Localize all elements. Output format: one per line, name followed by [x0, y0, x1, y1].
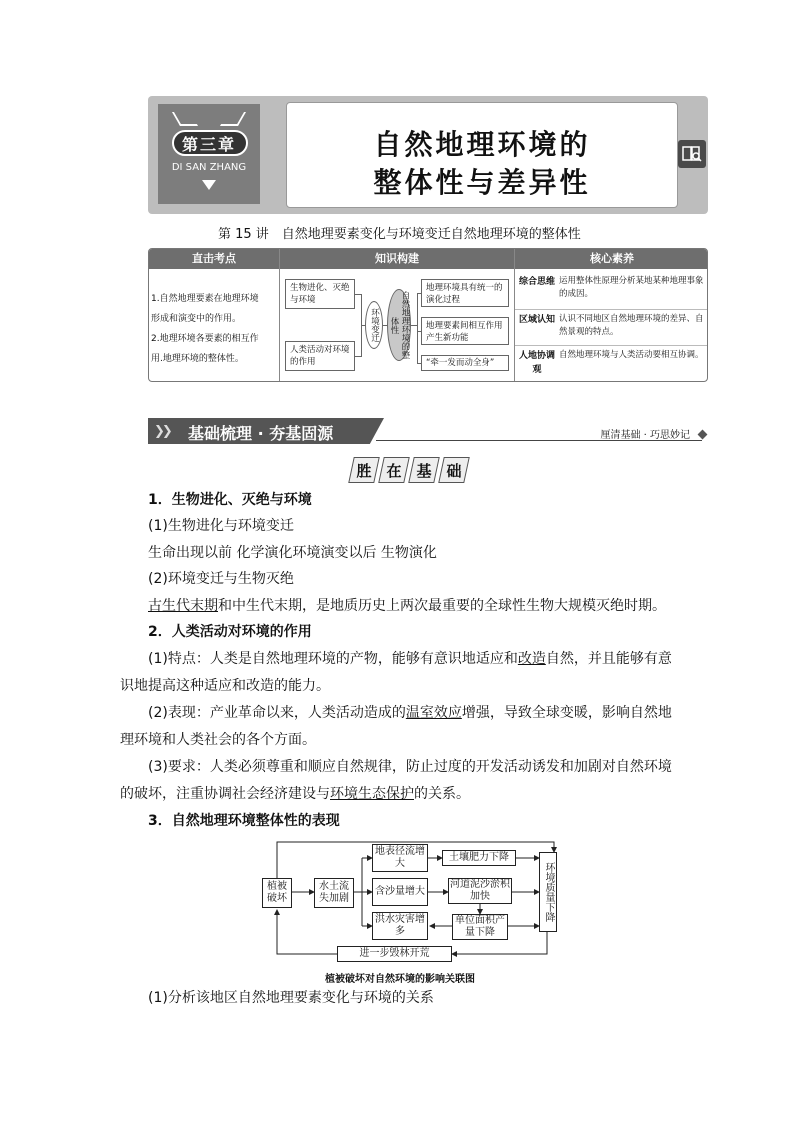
text-span: (2)表现：产业革命以来，人类活动造成的: [148, 705, 406, 721]
heading-2: 2．人类活动对环境的作用: [148, 624, 312, 640]
subheading: (1)分析该地区自然地理要素变化与环境的关系: [148, 990, 434, 1006]
node-soil-fertility: 土壤肥力下降: [442, 850, 516, 866]
chapter-pinyin: DI SAN ZHANG: [171, 162, 247, 173]
heading-1: 1．生物进化、灭绝与环境: [148, 492, 312, 508]
header-literacy: 核心素养: [515, 249, 708, 269]
text-span: (1)特点：人类是自然地理环境的产物，能够有意识地适应和: [148, 651, 518, 667]
header-knowledge: 知识构建: [280, 249, 514, 269]
chapter-badge: [158, 104, 260, 204]
connector: [417, 293, 418, 363]
underlined-term: 环境生态保护: [330, 786, 414, 802]
header-exam-points: 直击考点: [149, 249, 279, 269]
paragraph: (3)要求：人类必须尊重和顺应自然规律，防止过度的开发活动诱发和加剧对自然环境: [148, 759, 672, 775]
row-separator: [515, 309, 708, 310]
paragraph: [120, 784, 470, 804]
exam-points-list: [151, 289, 279, 369]
underlined-term: 温室效应: [405, 705, 462, 721]
node-runoff: 地表径流增大: [372, 844, 428, 872]
paragraph: [148, 649, 672, 669]
exam-point-line: 用.地理环境的整体性。: [151, 354, 244, 364]
text-span: 和中生代末期，是地质历史上两次最重要的全球性生物大规模灭绝时期。: [218, 598, 666, 614]
vegetation-impact-diagram: [262, 838, 562, 968]
text-span: 的破坏，注重协调社会经济建设与: [120, 786, 330, 802]
node-yield-decline: 单位面积产量下降: [452, 914, 508, 940]
heading-3: 3．自然地理环境整体性的表现: [148, 813, 340, 829]
diagram-caption: 植被破坏对自然环境的影响关联图: [325, 974, 475, 985]
book-search-icon[interactable]: [678, 140, 706, 168]
heading-char: 胜: [356, 462, 372, 480]
subheading: (2)环境变迁与生物灭绝: [148, 571, 294, 587]
node-vegetation-damage: 植被破坏: [262, 878, 292, 908]
node-sediment: 含沙量增大: [372, 878, 428, 906]
node-further-deforestation: 进一步毁林开荒: [337, 946, 452, 962]
literacy-key: 人地协调观: [519, 351, 556, 375]
knowledge-box: 地理环境具有统一的演化过程: [421, 279, 509, 307]
badge-decoration-right: [220, 112, 246, 126]
divider: [279, 249, 280, 382]
literacy-value: 自然地理环境与人类活动要相互协调。: [559, 350, 704, 360]
chapter-label: 第三章: [181, 135, 236, 154]
heading-char: 在: [386, 462, 402, 480]
literacy-value: 运用整体性原理分析某地某种地理事象的成因。: [559, 276, 704, 299]
paragraph: [148, 703, 672, 723]
underlined-term: 古生代末期: [148, 598, 218, 614]
knowledge-oval: 自然地理环境的整体性: [389, 291, 410, 359]
exam-point-line: 2.地理环境各要素的相互作: [151, 334, 259, 344]
knowledge-box: 生物进化、灭绝与环境: [285, 279, 355, 309]
badge-decoration-left: [172, 112, 198, 126]
underlined-term: 改造: [517, 651, 546, 667]
node-flood: 洪水灾害增多: [372, 912, 428, 940]
paragraph: 识地提高这种适应和改造的能力。: [120, 678, 330, 694]
text-span: 的关系。: [414, 786, 470, 802]
paragraph: [148, 596, 666, 616]
literacy-key: 综合思维: [519, 277, 556, 287]
text-span: 增强，导致全球变暖，影响自然地: [461, 705, 672, 721]
section-right-text: 厘清基础 · 巧思妙记: [600, 430, 690, 441]
knowledge-box: 人类活动对环境的作用: [285, 341, 355, 371]
text-span: 自然，并且能够有意: [545, 651, 672, 667]
paragraph: 生命出现以前 化学演化环境演变以后 生物演化: [148, 545, 437, 561]
knowledge-oval: 环境变迁: [365, 301, 383, 349]
heading-char: 基: [416, 462, 432, 480]
exam-point-line: 形成和演变中的作用。: [151, 314, 242, 324]
knowledge-box: 地理要素间相互作用产生新功能: [421, 317, 509, 345]
chapter-title-box: [286, 102, 678, 208]
paragraph: 理环境和人类社会的各个方面。: [120, 732, 316, 748]
node-river-siltation: 河道泥沙淤积加快: [450, 879, 510, 902]
chapter-triangle-icon: [202, 180, 216, 190]
node-soil-erosion: 水土流失加剧: [314, 878, 354, 908]
divider: [514, 249, 515, 382]
node-environment-quality: 环境质量下降: [539, 852, 557, 932]
exam-point-line: 1.自然地理要素在地理环境: [151, 294, 259, 304]
chapter-title-line1: 自然地理环境的: [373, 128, 591, 161]
win-in-basics-heading: [351, 457, 469, 483]
chapter-title-line2: 整体性与差异性: [373, 166, 591, 199]
literacy-key: 区域认知: [519, 315, 556, 325]
subheading: (1)生物进化与环境变迁: [148, 518, 294, 534]
row-separator: [515, 345, 708, 346]
heading-char: 础: [446, 462, 462, 480]
overview-table: [148, 248, 708, 382]
double-chevron-icon: ❯❯: [154, 424, 170, 439]
section-label: 基础梳理 · 夯基固源: [188, 424, 334, 443]
diamond-icon: [698, 430, 708, 440]
literacy-value: 认识不同地区自然地理环境的差异、自然景观的特点。: [559, 314, 704, 337]
chapter-banner: [148, 96, 708, 214]
section-bar: [148, 418, 708, 444]
lesson-title: 第 15 讲 自然地理要素变化与环境变迁自然地理环境的整体性: [218, 227, 581, 242]
knowledge-box: “牵一发而动全身”: [421, 355, 509, 371]
